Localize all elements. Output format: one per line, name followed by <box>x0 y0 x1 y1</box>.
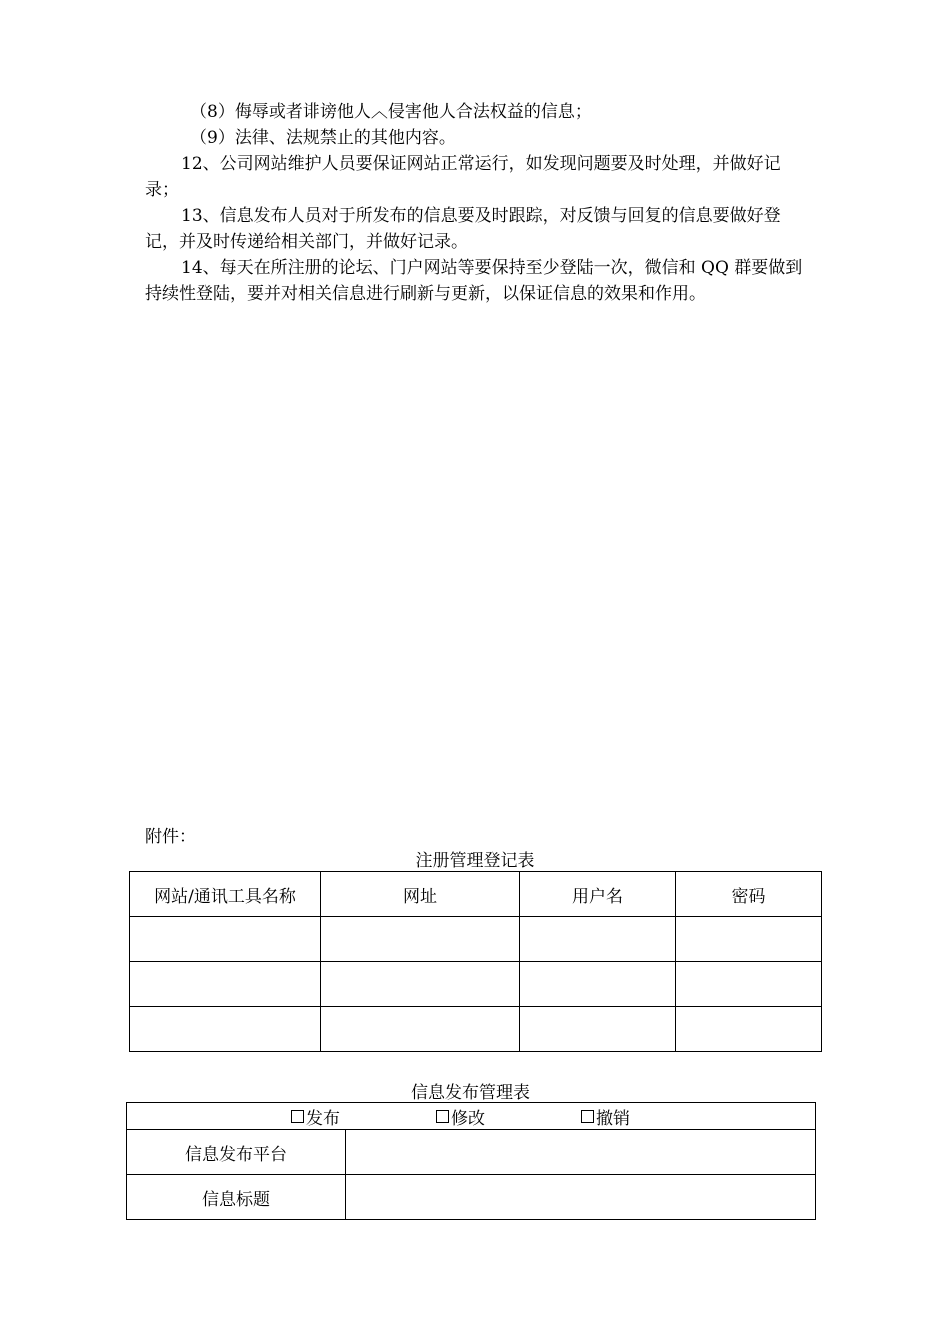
table-cell[interactable] <box>520 962 676 1007</box>
column-header-username: 用户名 <box>520 872 676 917</box>
column-header-url: 网址 <box>321 872 520 917</box>
option-publish[interactable] <box>291 1104 340 1129</box>
option-label: 修改 <box>451 1108 485 1129</box>
column-header-password: 密码 <box>676 872 822 917</box>
registration-table-caption: 注册管理登记表 <box>415 851 535 871</box>
table-cell[interactable] <box>676 962 822 1007</box>
field-label-title: 信息标题 <box>127 1175 346 1220</box>
paragraph-13: 13、信息发布人员对于所发布的信息要及时跟踪，对反馈与回复的信息要做好登记，并及时传递给相关部门，并做好记录。 <box>145 206 781 252</box>
registration-table <box>129 871 822 1052</box>
action-options-cell <box>127 1103 816 1130</box>
field-value-platform[interactable] <box>346 1130 816 1175</box>
table-row <box>130 1007 822 1052</box>
checkbox-icon[interactable] <box>436 1110 449 1123</box>
table-cell[interactable] <box>676 917 822 962</box>
table-cell[interactable] <box>321 1007 520 1052</box>
field-row-title <box>127 1175 816 1220</box>
checkbox-icon[interactable] <box>291 1110 304 1123</box>
item-8: （8）侮辱或者诽谤他人︿侵害他人合法权益的信息； <box>190 102 592 122</box>
option-label: 发布 <box>306 1108 340 1129</box>
item-9: （9）法律、法规禁止的其他内容。 <box>190 128 456 148</box>
table-cell[interactable] <box>321 962 520 1007</box>
action-options-row <box>127 1103 816 1130</box>
field-value-title[interactable] <box>346 1175 816 1220</box>
paragraph-12: 12、公司网站维护人员要保证网站正常运行，如发现问题要及时处理，并做好记录； <box>145 154 781 200</box>
table-cell[interactable] <box>321 917 520 962</box>
publish-table-caption: 信息发布管理表 <box>411 1083 530 1103</box>
table-cell[interactable] <box>676 1007 822 1052</box>
table-cell[interactable] <box>130 917 321 962</box>
table-cell[interactable] <box>130 1007 321 1052</box>
table-cell[interactable] <box>520 917 676 962</box>
field-row-platform <box>127 1130 816 1175</box>
table-cell[interactable] <box>130 962 321 1007</box>
table-header-row <box>130 872 822 917</box>
table-cell[interactable] <box>520 1007 676 1052</box>
column-header-name: 网站/通讯工具名称 <box>130 872 321 917</box>
publish-table <box>126 1102 816 1220</box>
checkbox-icon[interactable] <box>581 1110 594 1123</box>
field-label-platform: 信息发布平台 <box>127 1130 346 1175</box>
table-row <box>130 962 822 1007</box>
table-row <box>130 917 822 962</box>
option-modify[interactable] <box>436 1104 485 1129</box>
attachment-label: 附件： <box>145 827 196 847</box>
option-revoke[interactable] <box>581 1104 630 1129</box>
option-label: 撤销 <box>596 1108 630 1129</box>
paragraph-14: 14、每天在所注册的论坛、门户网站等要保持至少登陆一次，微信和 QQ 群要做到持续性登陆，要并对相关信息进行刷新与更新，以保证信息的效果和作用。 <box>145 258 803 304</box>
